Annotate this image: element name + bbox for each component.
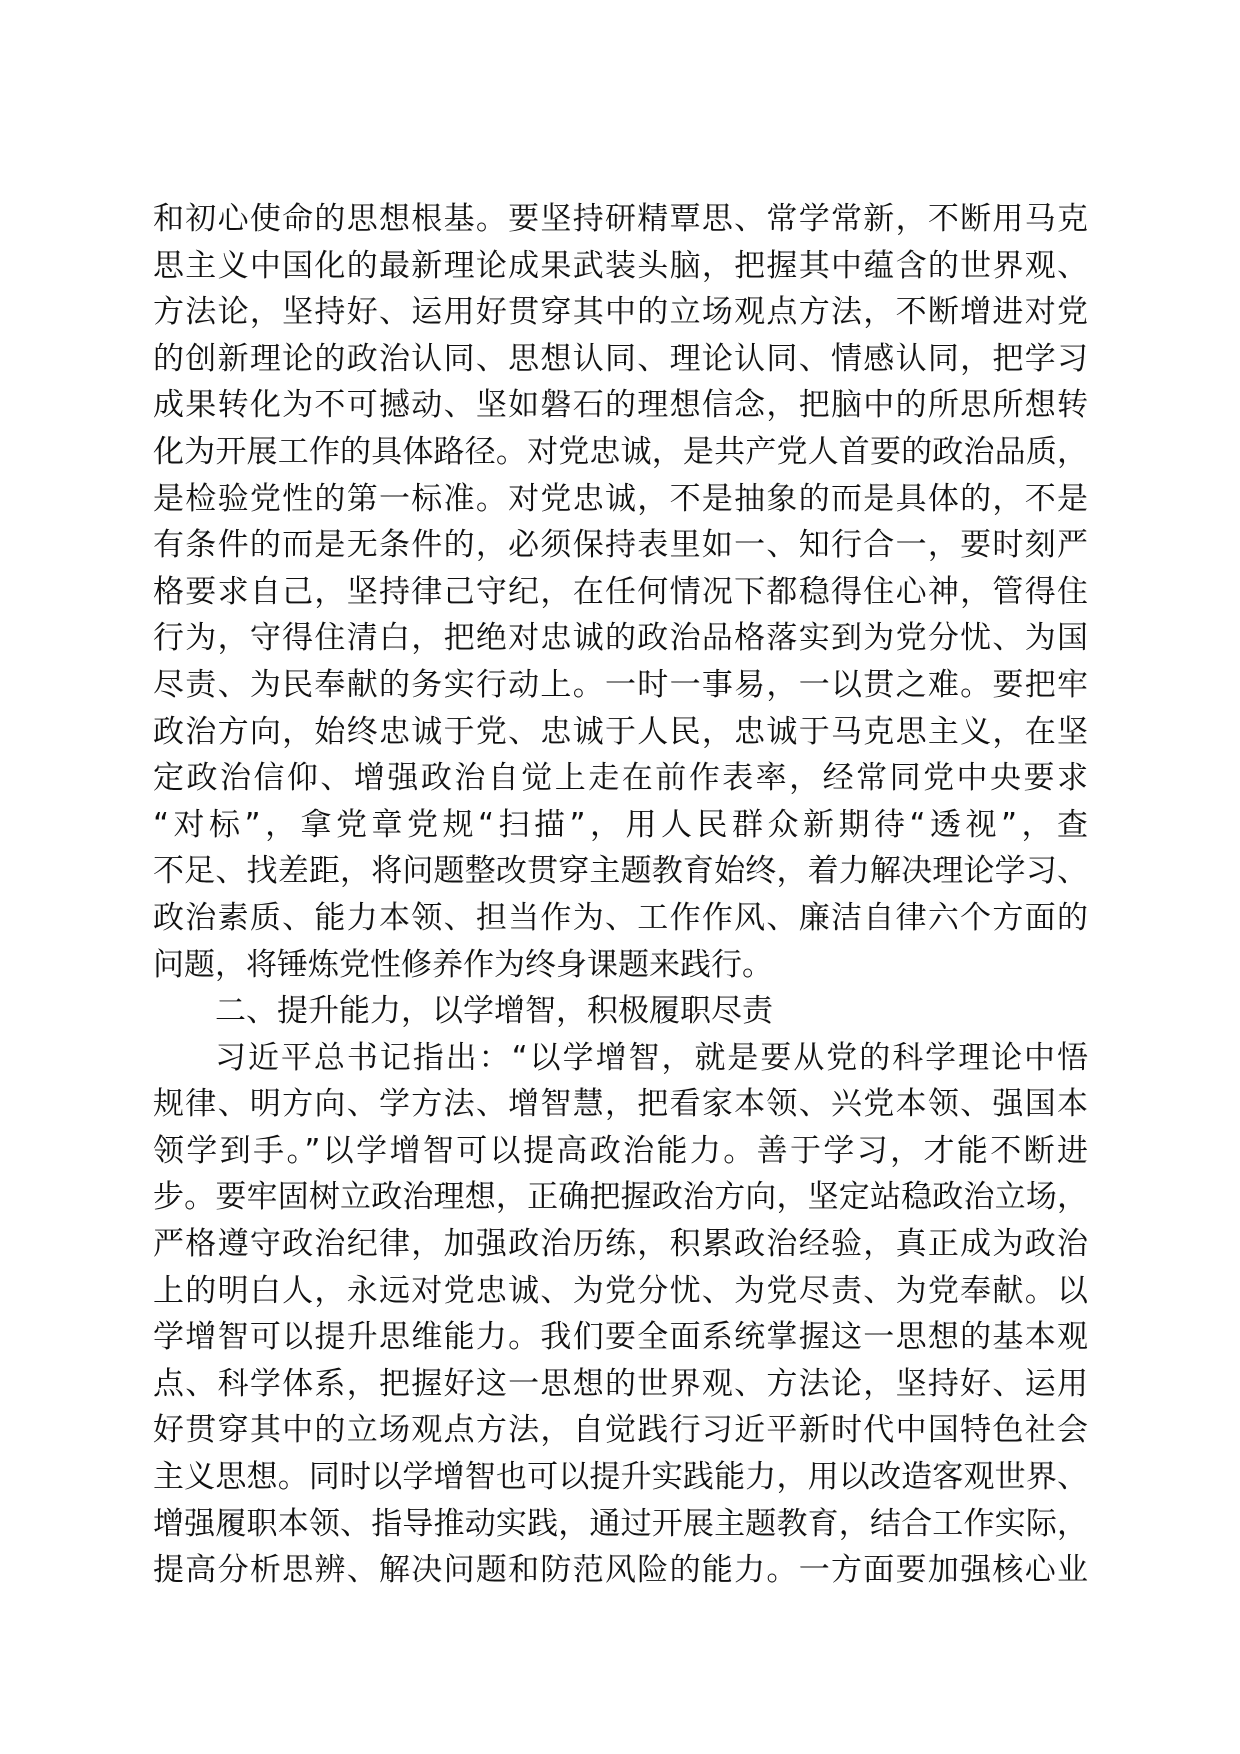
text-line: 是检验党性的第一标准。对党忠诚，不是抽象的而是具体的，不是 <box>153 480 1088 517</box>
text-line: 尽责、为民奉献的务实行动上。一时一事易，一以贯之难。要把牢 <box>153 666 1088 703</box>
text-line: 思主义中国化的最新理论成果武装头脑，把握其中蕴含的世界观、 <box>153 247 1088 284</box>
text-line: 格要求自己，坚持律己守纪，在任何情况下都稳得住心神，管得住 <box>153 573 1088 610</box>
text-line: 学增智可以提升思维能力。我们要全面系统掌握这一思想的基本观 <box>153 1319 1088 1356</box>
text-line: 定政治信仰、增强政治自觉上走在前作表率，经常同党中央要求 <box>153 760 1088 797</box>
text-line: 化为开展工作的具体路径。对党忠诚，是共产党人首要的政治品质， <box>153 433 1088 470</box>
text-line: 不足、找差距，将问题整改贯穿主题教育始终，着力解决理论学习、 <box>153 853 1088 890</box>
text-line: 提高分析思辨、解决问题和防范风险的能力。一方面要加强核心业 <box>153 1552 1088 1589</box>
text-line: 规律、明方向、学方法、增智慧，把看家本领、兴党本领、强国本 <box>153 1086 1088 1123</box>
text-line: 好贯穿其中的立场观点方法，自觉践行习近平新时代中国特色社会 <box>153 1412 1088 1449</box>
text-line: 政治方向，始终忠诚于党、忠诚于人民，忠诚于马克思主义，在坚 <box>153 713 1088 750</box>
text-line: 增强履职本领、指导推动实践，通过开展主题教育，结合工作实际， <box>153 1505 1088 1542</box>
section-heading: 二、提升能力，以学增智，积极履职尽责 <box>215 993 773 1030</box>
text-line: 成果转化为不可撼动、坚如磐石的理想信念，把脑中的所思所想转 <box>153 387 1088 424</box>
text-line: 点、科学体系，把握好这一思想的世界观、方法论，坚持好、运用 <box>153 1365 1088 1402</box>
text-line: 领学到手。”以学增智可以提高政治能力。善于学习，才能不断进 <box>153 1132 1088 1169</box>
text-line: 行为，守得住清白，把绝对忠诚的政治品格落实到为党分忧、为国 <box>153 620 1088 657</box>
text-line: 方法论，坚持好、运用好贯穿其中的立场观点方法，不断增进对党 <box>153 294 1088 331</box>
text-line: 政治素质、能力本领、担当作为、工作作风、廉洁自律六个方面的 <box>153 899 1088 936</box>
text-line: 有条件的而是无条件的，必须保持表里如一、知行合一，要时刻严 <box>153 527 1088 564</box>
text-line: 上的明白人，永远对党忠诚、为党分忧、为党尽责、为党奉献。以 <box>153 1272 1088 1309</box>
text-line: 严格遵守政治纪律，加强政治历练，积累政治经验，真正成为政治 <box>153 1226 1088 1263</box>
text-line: 的创新理论的政治认同、思想认同、理论认同、情感认同，把学习 <box>153 340 1088 377</box>
paragraph-first-line: 习近平总书记指出：“以学增智，就是要从党的科学理论中悟 <box>215 1039 1088 1076</box>
text-line: 问题，将锤炼党性修养作为终身课题来践行。 <box>153 946 773 983</box>
body-text <box>153 196 1088 1594</box>
text-line: 主义思想。同时以学增智也可以提升实践能力，用以改造客观世界、 <box>153 1459 1088 1496</box>
text-line: 步。要牢固树立政治理想，正确把握政治方向，坚定站稳政治立场， <box>153 1179 1088 1216</box>
text-line: “对标”，拿党章党规“扫描”，用人民群众新期待“透视”，查 <box>153 806 1088 843</box>
text-line: 和初心使命的思想根基。要坚持研精覃思、常学常新，不断用马克 <box>153 201 1088 237</box>
